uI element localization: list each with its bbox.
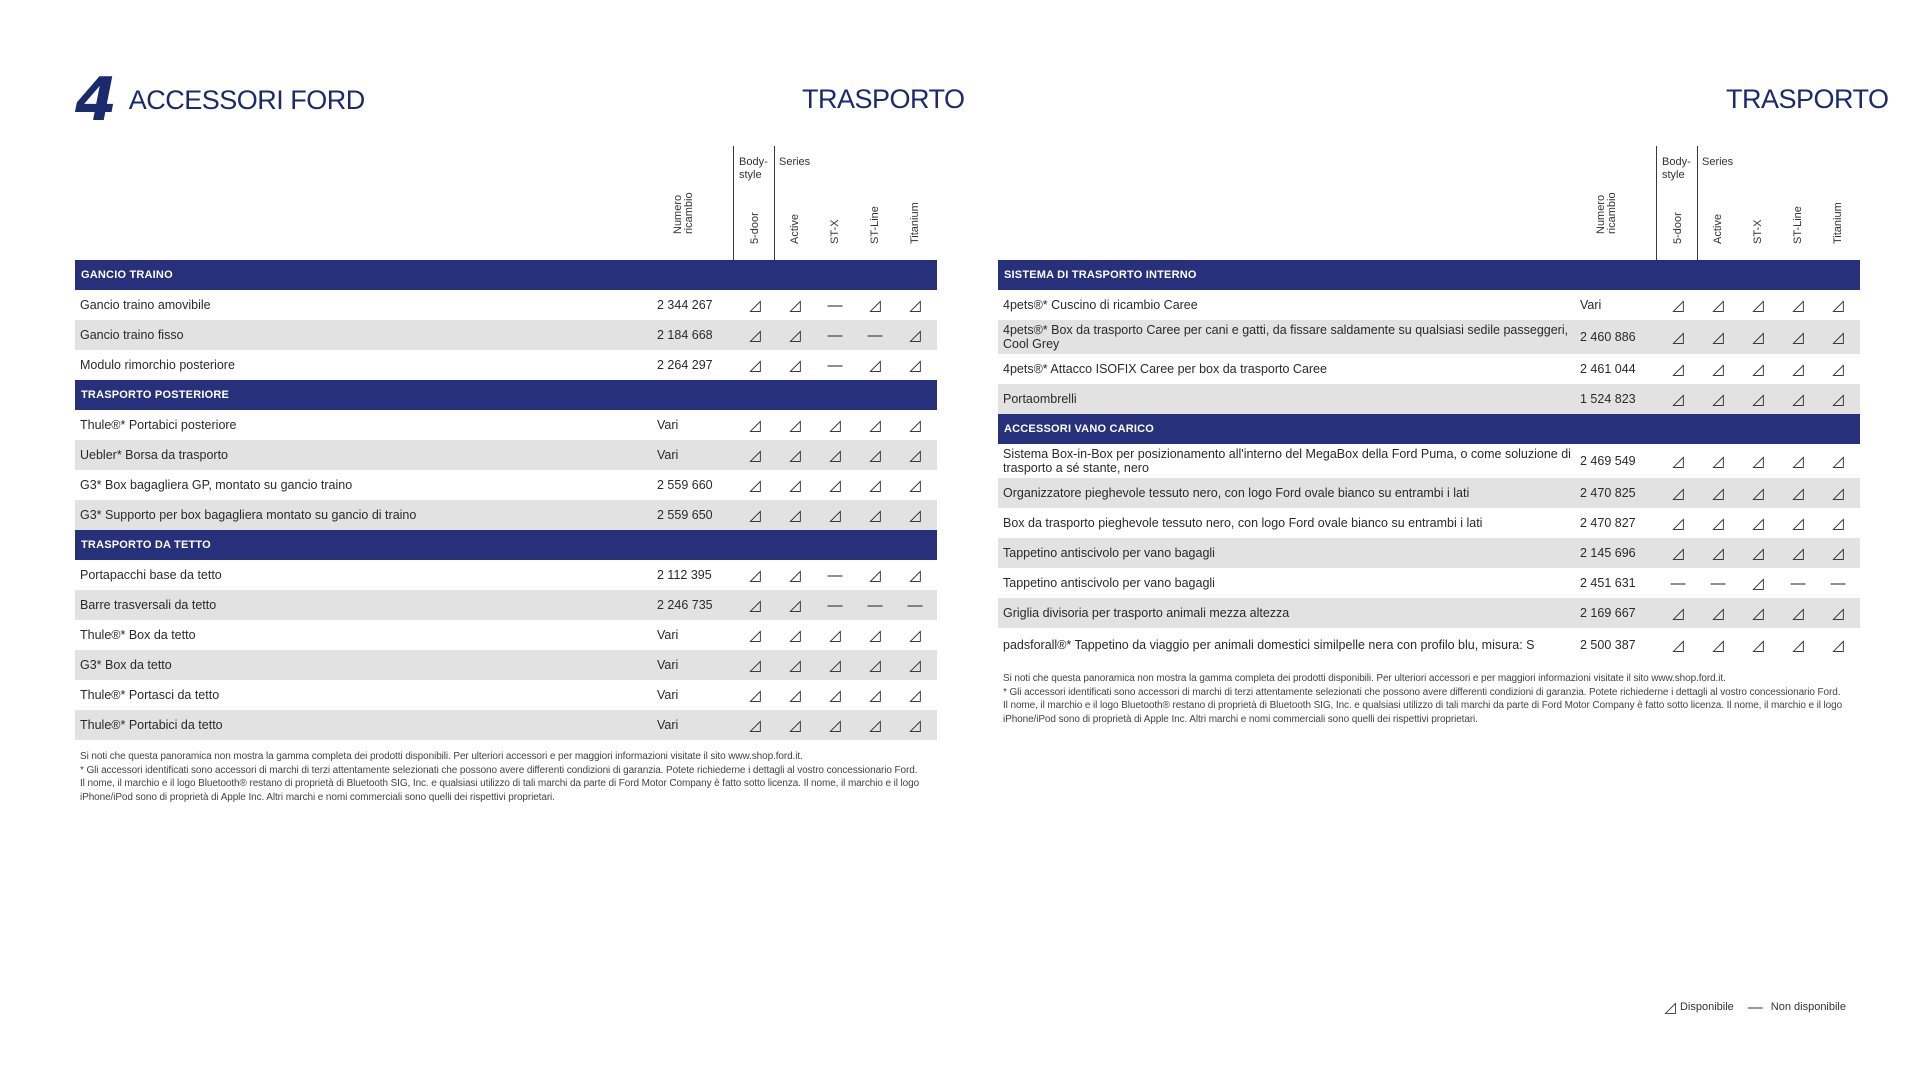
column-c5-label: Titanium — [909, 202, 921, 244]
table-row — [998, 444, 1860, 478]
table-row — [75, 320, 937, 350]
row-description: Tappetino antiscivolo per vano bagagli — [1003, 576, 1215, 590]
table-row — [75, 440, 937, 470]
unavailable-icon: — — [867, 326, 883, 344]
section-header: GANCIO TRAINO — [75, 260, 937, 290]
column-c3 — [1752, 166, 1768, 256]
column-part-number-label: Numero ricambio — [672, 192, 695, 234]
available-icon: ◿ — [1752, 485, 1764, 502]
column-c4 — [869, 166, 885, 256]
available-icon: ◿ — [749, 567, 761, 584]
available-icon: ◿ — [869, 477, 881, 494]
section-header: ACCESSORI VANO CARICO — [998, 414, 1860, 444]
table-row — [998, 568, 1860, 598]
available-icon: ◿ — [789, 597, 801, 614]
table-row — [75, 350, 937, 380]
unavailable-icon: — — [827, 326, 843, 344]
row-part-number: 2 169 667 — [1580, 606, 1636, 620]
unavailable-icon: — — [827, 566, 843, 584]
available-icon: ◿ — [1792, 453, 1804, 470]
table-row — [75, 290, 937, 320]
available-icon: ◿ — [1792, 297, 1804, 314]
row-description: 4pets®* Attacco ISOFIX Caree per box da trasporto Caree — [1003, 362, 1327, 376]
row-part-number: 2 470 825 — [1580, 486, 1636, 500]
available-icon: ◿ — [1792, 605, 1804, 622]
available-icon: ◿ — [869, 447, 881, 464]
available-icon: ◿ — [1752, 515, 1764, 532]
available-icon: ◿ — [869, 657, 881, 674]
available-icon: ◿ — [789, 477, 801, 494]
available-icon: ◿ — [1712, 361, 1724, 378]
available-icon: ◿ — [829, 417, 841, 434]
legend — [1664, 998, 1846, 1016]
available-icon: ◿ — [789, 447, 801, 464]
row-part-number: 2 451 631 — [1580, 576, 1636, 590]
row-part-number: 2 264 297 — [657, 358, 713, 372]
available-icon: ◿ — [1672, 515, 1684, 532]
footnote-line2: * Gli accessori identificati sono accessori di marchi di terzi attentamente selezionati che possono avere differenti condizioni di garanzia. Potete richiederne i dettagli al vostro concessionario Ford. — [1003, 686, 1841, 698]
available-icon: ◿ — [1792, 515, 1804, 532]
available-icon: ◿ — [1712, 515, 1724, 532]
row-part-number: 2 460 886 — [1580, 330, 1636, 344]
column-c1-label: 5-door — [1672, 212, 1684, 244]
available-icon: ◿ — [1792, 485, 1804, 502]
available-icon: ◿ — [1792, 329, 1804, 346]
legend-unavailable-label: Non disponibile — [1770, 1001, 1846, 1013]
available-icon: ◿ — [909, 357, 921, 374]
separator-bodystyle — [1656, 146, 1657, 260]
column-c4-label: ST-Line — [1792, 206, 1804, 244]
column-part-number — [1596, 166, 1626, 256]
available-icon: ◿ — [869, 297, 881, 314]
unavailable-icon: — — [827, 296, 843, 314]
column-header — [998, 142, 1860, 260]
table-row — [998, 354, 1860, 384]
row-description: Box da trasporto pieghevole tessuto nero, con logo Ford ovale bianco su entrambi i lati — [1003, 516, 1483, 530]
row-part-number: Vari — [657, 628, 679, 642]
accessories-table-left — [75, 142, 937, 804]
available-icon: ◿ — [909, 447, 921, 464]
footnote-line1: Si noti che questa panoramica non mostra la gamma completa dei prodotti disponibili. Per ulteriori accessori e per maggiori informazioni visitate il sito www.shop.ford.it. — [1003, 673, 1726, 684]
available-icon: ◿ — [909, 327, 921, 344]
available-icon: ◿ — [789, 297, 801, 314]
available-icon: ◿ — [1672, 545, 1684, 562]
available-icon: ◿ — [829, 627, 841, 644]
available-icon: ◿ — [749, 327, 761, 344]
table-row — [75, 680, 937, 710]
available-icon: ◿ — [1752, 605, 1764, 622]
available-icon: ◿ — [1672, 605, 1684, 622]
row-description: Portaombrelli — [1003, 392, 1077, 406]
available-icon: ◿ — [1832, 545, 1844, 562]
available-icon: ◿ — [1672, 297, 1684, 314]
section-header: SISTEMA DI TRASPORTO INTERNO — [998, 260, 1860, 290]
row-description: Thule®* Portabici posteriore — [80, 418, 237, 432]
column-c3-label: ST-X — [1752, 219, 1764, 244]
row-description: Gancio traino amovibile — [80, 298, 211, 312]
column-c3-label: ST-X — [829, 219, 841, 244]
row-description: 4pets®* Box da trasporto Caree per cani e gatti, da fissare saldamente su qualsiasi sedile passeggeri, Cool Grey — [1003, 323, 1569, 351]
table-row — [998, 508, 1860, 538]
row-part-number: Vari — [657, 688, 679, 702]
row-description: Modulo rimorchio posteriore — [80, 358, 235, 372]
available-icon: ◿ — [749, 597, 761, 614]
section-header: TRASPORTO POSTERIORE — [75, 380, 937, 410]
row-description: 4pets®* Cuscino di ricambio Caree — [1003, 298, 1198, 312]
row-description: Portapacchi base da tetto — [80, 568, 222, 582]
available-icon: ◿ — [869, 567, 881, 584]
footnote-line1: Si noti che questa panoramica non mostra la gamma completa dei prodotti disponibili. Per ulteriori accessori e per maggiori informazioni visitate il sito www.shop.ford.it. — [80, 751, 803, 762]
row-part-number: Vari — [657, 448, 679, 462]
available-icon: ◿ — [749, 357, 761, 374]
available-icon: ◿ — [1712, 545, 1724, 562]
footnotes — [998, 672, 1860, 726]
row-part-number: 2 470 827 — [1580, 516, 1636, 530]
row-part-number: 2 246 735 — [657, 598, 713, 612]
column-header — [75, 142, 937, 260]
row-description: Gancio traino fisso — [80, 328, 184, 342]
unavailable-icon: — — [1830, 574, 1846, 592]
row-description: G3* Box da tetto — [80, 658, 172, 672]
row-part-number: 2 112 395 — [657, 568, 712, 582]
available-icon: ◿ — [869, 687, 881, 704]
separator-bodystyle — [733, 146, 734, 260]
row-part-number: Vari — [657, 418, 679, 432]
available-icon: ◿ — [829, 687, 841, 704]
row-description: Thule®* Portasci da tetto — [80, 688, 220, 702]
chapter-header — [75, 65, 365, 135]
column-c3 — [829, 166, 845, 256]
column-c2 — [1712, 166, 1728, 256]
available-icon: ◿ — [1832, 485, 1844, 502]
available-icon: ◿ — [1752, 361, 1764, 378]
available-icon: ◿ — [829, 447, 841, 464]
accessories-table-right — [998, 142, 1860, 726]
table-row — [75, 650, 937, 680]
group-series: Series — [1702, 156, 1734, 168]
available-icon: ◿ — [909, 507, 921, 524]
row-part-number: Vari — [657, 718, 679, 732]
available-icon: ◿ — [869, 357, 881, 374]
available-icon: ◿ — [1672, 485, 1684, 502]
column-c5 — [1832, 166, 1848, 256]
separator-series — [1697, 146, 1698, 260]
available-icon: ◿ — [1832, 361, 1844, 378]
table-row — [75, 560, 937, 590]
row-part-number: 2 145 696 — [1580, 546, 1636, 560]
available-icon: ◿ — [789, 327, 801, 344]
row-description: Sistema Box-in-Box per posizionamento all'interno del MegaBox della Ford Puma, o come soluzione di trasporto a sé stante, nero — [1003, 447, 1571, 475]
available-icon: ◿ — [829, 477, 841, 494]
column-c5-label: Titanium — [1832, 202, 1844, 244]
row-part-number: 2 461 044 — [1580, 362, 1636, 376]
legend-available-label: Disponibile — [1679, 1001, 1734, 1013]
available-icon: ◿ — [749, 507, 761, 524]
available-icon: ◿ — [1792, 637, 1804, 654]
page-title-left: TRASPORTO — [802, 84, 965, 114]
available-icon: ◿ — [749, 657, 761, 674]
available-icon: ◿ — [1712, 485, 1724, 502]
available-icon: ◿ — [789, 687, 801, 704]
row-description: Thule®* Portabici da tetto — [80, 718, 223, 732]
available-icon: ◿ — [1664, 999, 1676, 1016]
available-icon: ◿ — [909, 657, 921, 674]
row-description: Tappetino antiscivolo per vano bagagli — [1003, 546, 1215, 560]
separator-series — [774, 146, 775, 260]
row-description: Barre trasversali da tetto — [80, 598, 217, 612]
available-icon: ◿ — [749, 627, 761, 644]
available-icon: ◿ — [869, 507, 881, 524]
footnote-line3: Il nome, il marchio e il logo Bluetooth® restano di proprietà di Bluetooth SIG, Inc. e qualsiasi utilizzo di tali marchi da parte di Ford Motor Company è fatto sotto licenza. Il nome, il marchio e il logo — [80, 778, 920, 789]
available-icon: ◿ — [909, 687, 921, 704]
column-c5 — [909, 166, 925, 256]
column-c2-label: Active — [1712, 214, 1724, 244]
unavailable-icon: — — [1747, 998, 1763, 1016]
available-icon: ◿ — [909, 567, 921, 584]
table-row — [75, 470, 937, 500]
chapter-title: ACCESSORI FORD — [128, 84, 365, 115]
available-icon: ◿ — [789, 717, 801, 734]
footnote-line4: iPhone/iPod sono di proprietà di Apple Inc. Altri marchi e nomi commerciali sono quelli dei rispettivi proprietari. — [1003, 713, 1478, 725]
available-icon: ◿ — [1832, 515, 1844, 532]
available-icon: ◿ — [1792, 391, 1804, 408]
available-icon: ◿ — [789, 357, 801, 374]
row-part-number: 2 559 660 — [657, 478, 713, 492]
available-icon: ◿ — [1792, 545, 1804, 562]
available-icon: ◿ — [1752, 391, 1764, 408]
available-icon: ◿ — [829, 717, 841, 734]
available-icon: ◿ — [1712, 453, 1724, 470]
available-icon: ◿ — [1712, 297, 1724, 314]
unavailable-icon: — — [867, 596, 883, 614]
footnote-line3: Il nome, il marchio e il logo Bluetooth® restano di proprietà di Bluetooth SIG, Inc. e qualsiasi utilizzo di tali marchi da parte di Ford Motor Company è fatto sotto licenza. Il nome, il marchio e il logo — [1003, 700, 1843, 711]
available-icon: ◿ — [789, 567, 801, 584]
row-part-number: 2 469 549 — [1580, 454, 1636, 468]
row-part-number: Vari — [657, 658, 679, 672]
column-part-number-label: Numero ricambio — [1595, 192, 1618, 234]
table-row — [998, 598, 1860, 628]
available-icon: ◿ — [869, 627, 881, 644]
group-bodystyle: Body-style — [1662, 156, 1691, 181]
available-icon: ◿ — [869, 717, 881, 734]
footnote-line2: * Gli accessori identificati sono accessori di marchi di terzi attentamente selezionati che possono avere differenti condizioni di garanzia. Potete richiederne i dettagli al vostro concessionario Ford. — [80, 764, 918, 776]
available-icon: ◿ — [1672, 361, 1684, 378]
available-icon: ◿ — [909, 477, 921, 494]
table-row — [998, 384, 1860, 414]
row-part-number: 1 524 823 — [1580, 392, 1636, 406]
available-icon: ◿ — [1752, 453, 1764, 470]
available-icon: ◿ — [869, 417, 881, 434]
row-description: Organizzatore pieghevole tessuto nero, con logo Ford ovale bianco su entrambi i lati — [1003, 486, 1470, 500]
column-c2 — [789, 166, 805, 256]
available-icon: ◿ — [909, 417, 921, 434]
available-icon: ◿ — [1792, 361, 1804, 378]
available-icon: ◿ — [749, 477, 761, 494]
table-row — [75, 590, 937, 620]
column-c4 — [1792, 166, 1808, 256]
available-icon: ◿ — [909, 717, 921, 734]
available-icon: ◿ — [1752, 297, 1764, 314]
available-icon: ◿ — [1752, 545, 1764, 562]
available-icon: ◿ — [789, 657, 801, 674]
row-description: Griglia divisoria per trasporto animali mezza altezza — [1003, 606, 1290, 620]
available-icon: ◿ — [909, 627, 921, 644]
column-c1-label: 5-door — [749, 212, 761, 244]
unavailable-icon: — — [827, 356, 843, 374]
available-icon: ◿ — [829, 657, 841, 674]
unavailable-icon: — — [907, 596, 923, 614]
available-icon: ◿ — [789, 417, 801, 434]
available-icon: ◿ — [1752, 575, 1764, 592]
table-row — [75, 410, 937, 440]
available-icon: ◿ — [1712, 329, 1724, 346]
available-icon: ◿ — [1832, 453, 1844, 470]
row-part-number: 2 344 267 — [657, 298, 713, 312]
table-row — [75, 500, 937, 530]
column-c4-label: ST-Line — [869, 206, 881, 244]
available-icon: ◿ — [789, 627, 801, 644]
column-part-number — [673, 166, 703, 256]
unavailable-icon: — — [1790, 574, 1806, 592]
unavailable-icon: — — [1710, 574, 1726, 592]
unavailable-icon: — — [1670, 574, 1686, 592]
available-icon: ◿ — [1672, 453, 1684, 470]
available-icon: ◿ — [1832, 637, 1844, 654]
row-part-number: Vari — [1580, 298, 1602, 312]
available-icon: ◿ — [749, 447, 761, 464]
section-header: TRASPORTO DA TETTO — [75, 530, 937, 560]
row-description: padsforall®* Tappetino da viaggio per animali domestici similpelle nera con profilo blu, misura: S — [1003, 638, 1535, 652]
row-part-number: 2 500 387 — [1580, 638, 1636, 652]
row-description: G3* Supporto per box bagagliera montato su gancio di traino — [80, 508, 417, 522]
table-row — [998, 290, 1860, 320]
footnotes — [75, 750, 937, 804]
footnote-line4: iPhone/iPod sono di proprietà di Apple Inc. Altri marchi e nomi commerciali sono quelli dei rispettivi proprietari. — [80, 791, 555, 803]
group-series: Series — [779, 156, 811, 168]
row-description: Uebler* Borsa da trasporto — [80, 448, 228, 462]
row-part-number: 2 559 650 — [657, 508, 713, 522]
available-icon: ◿ — [1752, 329, 1764, 346]
available-icon: ◿ — [1832, 605, 1844, 622]
available-icon: ◿ — [789, 507, 801, 524]
table-row — [75, 620, 937, 650]
available-icon: ◿ — [1832, 391, 1844, 408]
available-icon: ◿ — [749, 417, 761, 434]
row-description: G3* Box bagagliera GP, montato su gancio traino — [80, 478, 353, 492]
available-icon: ◿ — [1712, 605, 1724, 622]
available-icon: ◿ — [1712, 391, 1724, 408]
available-icon: ◿ — [829, 507, 841, 524]
available-icon: ◿ — [749, 717, 761, 734]
table-row — [998, 478, 1860, 508]
table-row — [75, 710, 937, 740]
table-row — [998, 538, 1860, 568]
available-icon: ◿ — [1712, 637, 1724, 654]
unavailable-icon: — — [827, 596, 843, 614]
column-c2-label: Active — [789, 214, 801, 244]
group-bodystyle: Body-style — [739, 156, 768, 181]
available-icon: ◿ — [909, 297, 921, 314]
table-row — [998, 628, 1860, 662]
row-part-number: 2 184 668 — [657, 328, 713, 342]
page-title-right: TRASPORTO — [1726, 84, 1889, 114]
available-icon: ◿ — [1832, 297, 1844, 314]
table-row — [998, 320, 1860, 354]
available-icon: ◿ — [749, 297, 761, 314]
available-icon: ◿ — [749, 687, 761, 704]
row-description: Thule®* Box da tetto — [80, 628, 196, 642]
available-icon: ◿ — [1672, 391, 1684, 408]
available-icon: ◿ — [1832, 329, 1844, 346]
available-icon: ◿ — [1672, 637, 1684, 654]
available-icon: ◿ — [1752, 637, 1764, 654]
available-icon: ◿ — [1672, 329, 1684, 346]
chapter-number: 4 — [75, 65, 115, 135]
